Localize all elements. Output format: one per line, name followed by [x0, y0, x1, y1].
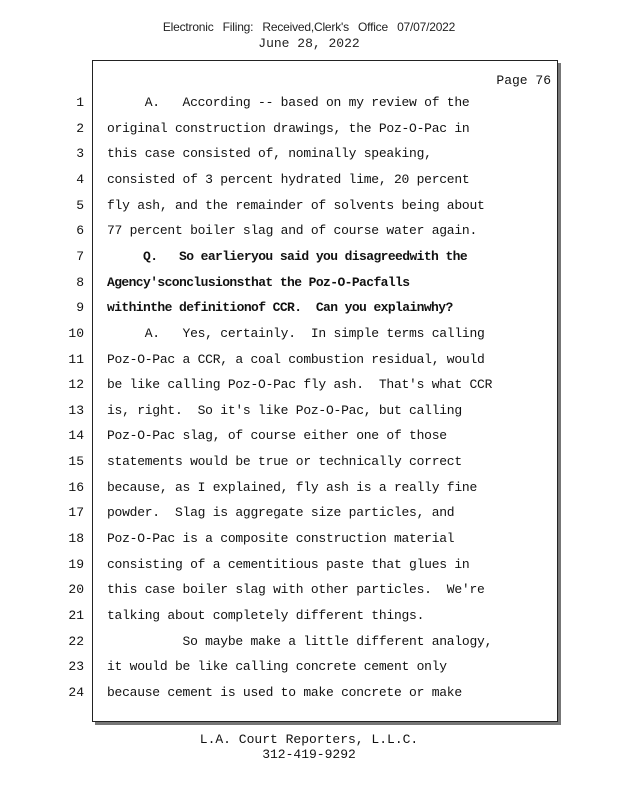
- line-number: 22: [68, 634, 84, 649]
- line-number: 2: [76, 121, 84, 136]
- line-number: 18: [68, 531, 84, 546]
- line-number: 24: [68, 685, 84, 700]
- line-number: 7: [76, 249, 84, 264]
- transcript-line: because cement is used to make concrete or make: [107, 685, 462, 700]
- transcript-line: Agency'sconclusionsthat the Poz-O-Pacfalls: [107, 275, 410, 290]
- transcript-line: is, right. So it's like Poz-O-Pac, but calling: [107, 403, 462, 418]
- transcript-line: A. According -- based on my review of the: [107, 95, 470, 110]
- transcript-line: withinthe definitionof CCR. Can you explainwhy?: [107, 300, 453, 315]
- line-number: 14: [68, 428, 84, 443]
- line-number: 9: [76, 300, 84, 315]
- transcript-date: June 28, 2022: [258, 36, 360, 51]
- line-number: 20: [68, 582, 84, 597]
- line-number: 12: [68, 377, 84, 392]
- transcript-line: Poz-O-Pac a CCR, a coal combustion residual, would: [107, 352, 485, 367]
- transcript-line: original construction drawings, the Poz-O-Pac in: [107, 121, 470, 136]
- transcript-line: statements would be true or technically correct: [107, 454, 462, 469]
- transcript-line: this case consisted of, nominally speaking,: [107, 146, 432, 161]
- reporter-phone: 312-419-9292: [262, 747, 356, 762]
- transcript-line: be like calling Poz-O-Pac fly ash. That's what CCR: [107, 377, 493, 392]
- line-number: 10: [68, 326, 84, 341]
- line-number: 15: [68, 454, 84, 469]
- transcript-line: Q. So earlieryou said you disagreedwith the: [107, 249, 468, 264]
- line-number: 5: [76, 198, 84, 213]
- transcript-line: consisting of a cementitious paste that glues in: [107, 557, 470, 572]
- line-number: 23: [68, 659, 84, 674]
- line-number: 16: [68, 480, 84, 495]
- transcript-line: this case boiler slag with other particles. We're: [107, 582, 485, 597]
- line-number: 1: [76, 95, 84, 110]
- transcript-line: So maybe make a little different analogy,: [107, 634, 493, 649]
- filing-stamp: Electronic Filing: Received,Clerk's Office 07/07/2022: [162, 20, 456, 34]
- line-number: 3: [76, 146, 84, 161]
- transcript-line: Poz-O-Pac slag, of course either one of those: [107, 428, 447, 443]
- page-number: Page 76: [496, 73, 551, 88]
- line-number: 19: [68, 557, 84, 572]
- line-number: 8: [76, 275, 84, 290]
- line-number: 21: [68, 608, 84, 623]
- line-number: 4: [76, 172, 84, 187]
- transcript-line: 77 percent boiler slag and of course water again.: [107, 223, 478, 238]
- line-number: 13: [68, 403, 84, 418]
- transcript-line: Poz-O-Pac is a composite construction material: [107, 531, 455, 546]
- transcript-line: it would be like calling concrete cement only: [107, 659, 447, 674]
- line-number: 17: [68, 505, 84, 520]
- transcript-line: talking about completely different things.: [107, 608, 425, 623]
- transcript-line: A. Yes, certainly. In simple terms calling: [107, 326, 485, 341]
- reporter-company: L.A. Court Reporters, L.L.C.: [199, 732, 419, 747]
- transcript-line: consisted of 3 percent hydrated lime, 20 percent: [107, 172, 470, 187]
- transcript-line: fly ash, and the remainder of solvents being about: [107, 198, 485, 213]
- transcript-line: because, as I explained, fly ash is a really fine: [107, 480, 478, 495]
- line-number: 6: [76, 223, 84, 238]
- transcript-line: powder. Slag is aggregate size particles, and: [107, 505, 455, 520]
- line-number: 11: [68, 352, 84, 367]
